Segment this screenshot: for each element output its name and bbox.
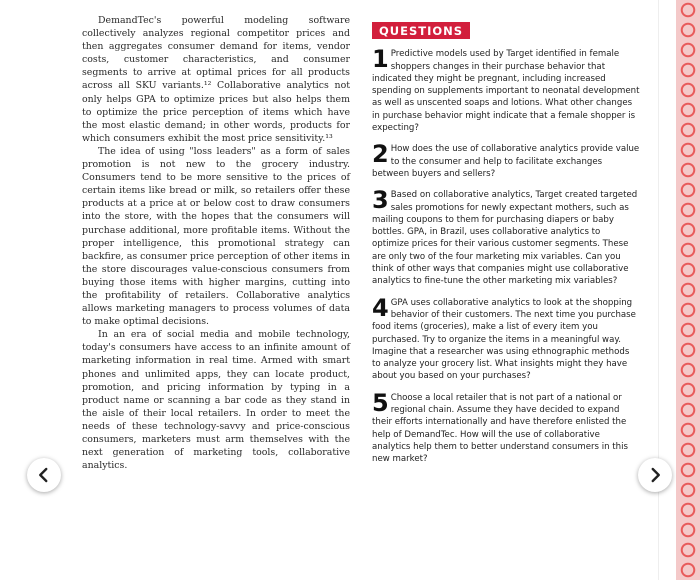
page-edge-divider (658, 0, 659, 580)
question-text: Predictive models used by Target identified in female shoppers changes in their purchase behavior that indicated they might be pregnant, including increased spending on supplements important to neonatal development as well as unscented soaps and lotions. What other changes in purchase behavior might indicate that a female shopper is expecting? (372, 49, 640, 134)
question-number: 2 (372, 140, 389, 169)
question-text: Based on collaborative analytics, Target created targeted sales promotions for newly expectant mothers, such as mailing coupons to them for purchasing diapers or baby bottles. GPA, in Brazil, uses collaborative analytics to optimize prices for their various customer segments. These are only two of the four marketing mix variables. Can you think of other ways that companies might use collaborative analytics to fine-tune the other marketing mix variables? (372, 190, 638, 287)
question-number: 4 (372, 293, 389, 322)
chevron-right-icon (646, 466, 664, 484)
question-number: 5 (372, 388, 389, 417)
article-text-column (82, 14, 350, 472)
question-number: 3 (372, 186, 389, 215)
question-item (372, 45, 640, 134)
next-page-button[interactable] (638, 458, 672, 492)
questions-section (372, 22, 640, 466)
question-item (372, 388, 640, 466)
question-item (372, 140, 640, 180)
question-text: GPA uses collaborative analytics to look at the shopping behavior of their customers. The next time you purchase food items (groceries), make a list of every item you purchased. Try to organize the items in a meaningful way. Imagine that a researcher was using ethnographic methods to analyze your grocery list. What insights might they have about you based on your purchases? (372, 297, 636, 382)
questions-header: QUESTIONS (372, 22, 470, 39)
article-paragraph: DemandTec's powerful modeling software collectively analyzes regional competitor prices and then aggregates consumer demand for items, vendor costs, customer characteristics, and consumer segments to arrive at optimal prices for all products across all SKU variants.¹² Collaborative analytics not only helps GPA to optimize prices but also helps them to optimize the price perception of items which have the most elastic demand; in other words, products for which consumers exhibit the most price sensitivity.¹³ (82, 15, 350, 144)
article-paragraph: The idea of using "loss leaders" as a form of sales promotion is not new to the grocery industry. Consumers tend to be more sensitive to the prices of certain items like bread or milk, so retailers offer these products at a price at or below cost to draw consumers into the store, with the hopes that the consumers will purchase additional, more profitable items. Without the proper intelligence, this promotional strategy can backfire, as consumer price perception of other items in the store discourages value-conscious consumers from buying those items with higher margins, cutting into the profitability of retailers. Collaborative analytics allows marketing managers to process volumes of data to make optimal decisions. (82, 145, 350, 328)
question-number: 1 (372, 45, 389, 74)
chevron-left-icon (35, 466, 53, 484)
question-item (372, 293, 640, 383)
question-text: Choose a local retailer that is not part of a national or regional chain. Assume they have decided to expand their efforts internationally and have therefore enlisted the help of DemandTec. How will the use of collaborative analytics help them to better understand consumers in this new market? (372, 392, 628, 465)
decorative-border (676, 0, 700, 580)
question-item (372, 186, 640, 287)
article-paragraph: In an era of social media and mobile technology, today's consumers have access to an infinite amount of marketing information in real time. Armed with smart phones and unlimited apps, they can locate product, promotion, and pricing information by typing in a product name or scanning a bar code as they stand in the aisle of their local retailers. In order to meet the needs of these technology-savvy and price-conscious consumers, marketers must arm themselves with the next generation of marketing tools, collaborative analytics. (82, 329, 350, 472)
question-text: How does the use of collaborative analytics provide value to the consumer and help to facilitate exchanges between buyers and sellers? (372, 144, 640, 179)
previous-page-button[interactable] (27, 458, 61, 492)
